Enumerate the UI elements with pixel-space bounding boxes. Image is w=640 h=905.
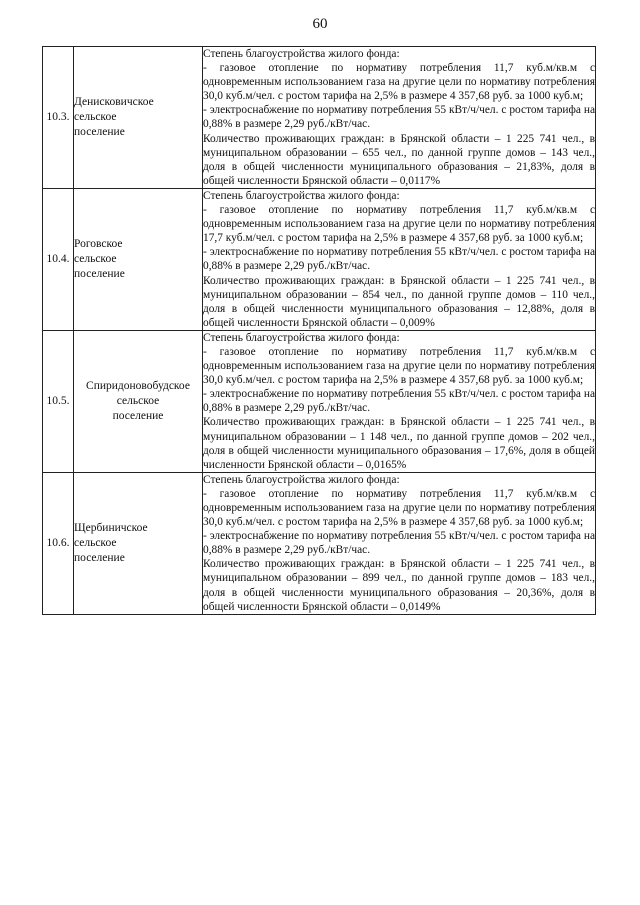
table-row (43, 188, 596, 330)
settlement-description (203, 472, 596, 614)
row-number: 10.4. (43, 188, 74, 330)
settlement-name (74, 330, 203, 472)
population-text: Количество проживающих граждан: в Брянской области – 1 225 741 чел., в муниципальном образовании – 655 чел., по данной группе домов – 143 чел., доля в общей численности муниципального образования – 21,83%, доля в общей численности Брянской области – 0,0117% (203, 132, 595, 187)
settlement-name-line: сельское (74, 110, 117, 123)
settlement-description (203, 330, 596, 472)
row-number: 10.5. (43, 330, 74, 472)
settlement-name-line: сельское (74, 536, 117, 549)
electricity-text: - электроснабжение по нормативу потребления 55 кВт/ч/чел. с ростом тарифа на 0,88% в размере 2,29 руб./кВт/час. (203, 246, 595, 273)
row-number: 10.6. (43, 472, 74, 614)
settlement-name-line: Денисковичское (74, 95, 154, 108)
gas-heating-text: - газовое отопление по нормативу потребления 11,7 куб.м/кв.м с одновременным использованием газа на другие цели по нормативу потребления 30,0 куб.м/чел. с ростом тарифа на 2,5% в размере 4 357,68 руб. за 1000 куб.м; (203, 345, 595, 387)
electricity-text: - электроснабжение по нормативу потребления 55 кВт/ч/чел. с ростом тарифа на 0,88% в размере 2,29 руб./кВт/час. (203, 104, 595, 131)
population-text: Количество проживающих граждан: в Брянской области – 1 225 741 чел., в муниципальном образовании – 1 148 чел., по данной группе домов – 202 чел., доля в общей численности муниципального образования – 17,6%, доля в общей численности Брянской области – 0,0165% (203, 416, 595, 471)
settlement-name-line: поселение (112, 409, 164, 422)
settlement-name-line: поселение (74, 551, 125, 564)
settlement-name (74, 472, 203, 614)
settlement-name-line: Щербиничское (74, 521, 148, 534)
gas-heating-text: - газовое отопление по нормативу потребления 11,7 куб.м/кв.м с одновременным использованием газа на другие цели по нормативу потребления 30,0 куб.м/чел. с ростом тарифа на 2,5% в размере 4 357,68 руб. за 1000 куб.м; (203, 487, 595, 529)
settlement-name (74, 188, 203, 330)
table-row (43, 472, 596, 614)
settlement-name-line: Спиридоновобудское (86, 379, 190, 392)
settlement-description (203, 188, 596, 330)
settlement-name-line: сельское (116, 394, 160, 407)
row-number: 10.3. (43, 47, 74, 189)
population-text: Количество проживающих граждан: в Брянской области – 1 225 741 чел., в муниципальном образовании – 854 чел., по данной группе домов – 110 чел., доля в общей численности муниципального образования – 12,88%, доля в общей численности Брянской области – 0,009% (203, 274, 595, 329)
page-number: 60 (312, 16, 328, 32)
electricity-text: - электроснабжение по нормативу потребления 55 кВт/ч/чел. с ростом тарифа на 0,88% в размере 2,29 руб./кВт/час. (203, 530, 595, 557)
description-heading: Степень благоустройства жилого фонда: (203, 48, 400, 60)
settlement-name-line: сельское (74, 252, 117, 265)
description-heading: Степень благоустройства жилого фонда: (203, 331, 400, 344)
gas-heating-text: - газовое отопление по нормативу потребления 11,7 куб.м/кв.м с одновременным использованием газа на другие цели по нормативу потребления 17,7 куб.м/чел. с ростом тарифа на 2,5% в размере 4 357,68 руб. за 1000 куб.м; (203, 204, 595, 245)
electricity-text: - электроснабжение по нормативу потребления 55 кВт/ч/чел. с ростом тарифа на 0,88% в размере 2,29 руб./кВт/час. (203, 388, 595, 415)
table-row (43, 47, 596, 189)
population-text: Количество проживающих граждан: в Брянской области – 1 225 741 чел., в муниципальном образовании – 899 чел., по данной группе домов – 183 чел., доля в общей численности муниципального образования – 20,36%, доля в общей численности Брянской области – 0,0149% (203, 558, 595, 613)
description-heading: Степень благоустройства жилого фонда: (203, 473, 400, 486)
description-heading: Степень благоустройства жилого фонда: (203, 189, 400, 202)
settlement-name-line: поселение (74, 267, 125, 280)
gas-heating-text: - газовое отопление по нормативу потребления 11,7 куб.м/кв.м с одновременным использованием газа на другие цели по нормативу потребления 30,0 куб.м/чел. с ростом тарифа на 2,5% в размере 4 357,68 руб. за 1000 куб.м; (203, 62, 595, 103)
settlements-table (42, 46, 596, 615)
settlement-name (74, 47, 203, 189)
settlement-name-line: Роговское (74, 237, 123, 250)
settlement-description (203, 47, 596, 189)
settlement-name-line: поселение (74, 125, 125, 138)
table-row (43, 330, 596, 472)
